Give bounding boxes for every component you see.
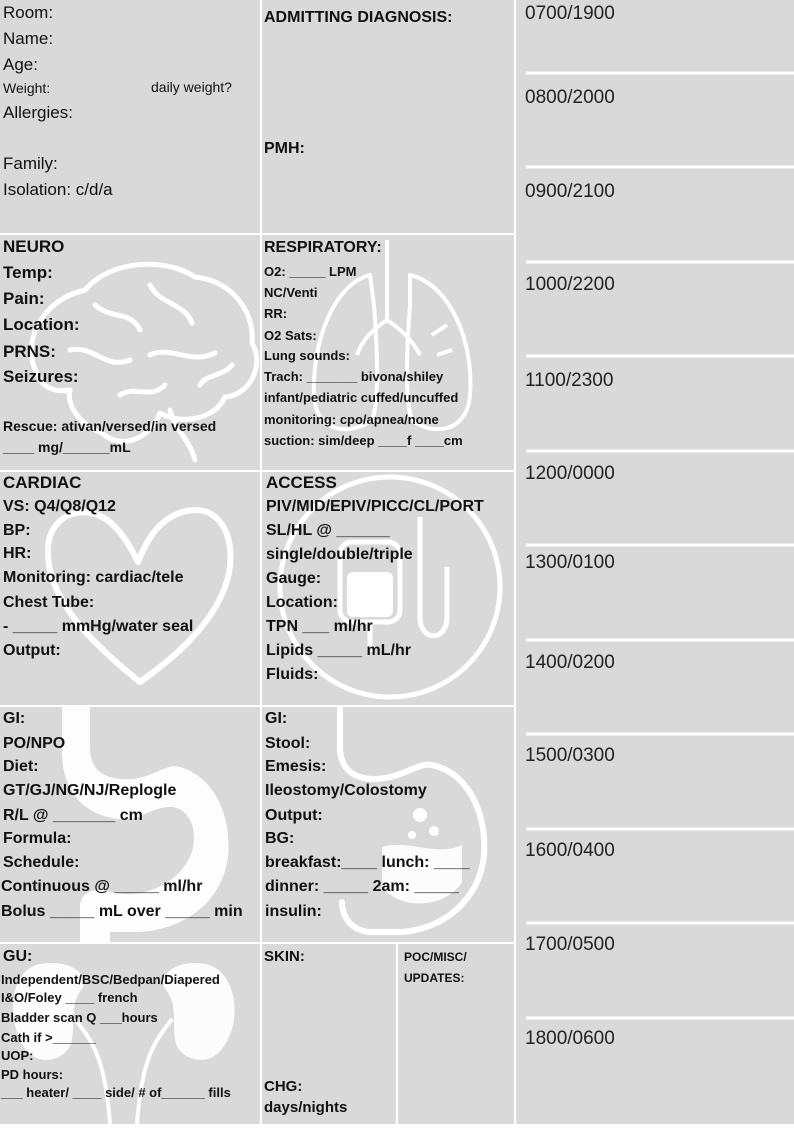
cardiac-vs-label: VS: Q4/Q8/Q12 [3, 498, 116, 515]
respiratory-title: RESPIRATORY: [264, 239, 382, 256]
gi-bolus-label: Bolus _____ mL over _____ min [1, 903, 243, 920]
gi-diet-label: Diet: [3, 758, 39, 775]
neuro-temp-label: Temp: [3, 263, 53, 282]
cardiac-title: CARDIAC [3, 473, 82, 492]
time-slot-label: 1000/2200 [525, 274, 615, 295]
gi-schedule-label: Schedule: [3, 854, 80, 871]
poc-section [398, 944, 514, 1124]
resp-suction-label: suction: sim/deep ____f ____cm [264, 433, 463, 448]
gi-feeding-section [0, 707, 260, 942]
cardiac-monitoring-label: Monitoring: cardiac/tele [3, 569, 184, 586]
neuro-seizures-label: Seizures: [3, 367, 79, 386]
gi-feeding-title: GI: [3, 710, 26, 727]
gi-rl-label: R/L @ _______ cm [3, 807, 143, 824]
cardiac-hr-label: HR: [3, 545, 32, 562]
time-slot-label: 1700/0500 [525, 934, 615, 955]
age-label: Age: [3, 55, 38, 74]
access-location-label: Location: [266, 594, 338, 611]
gi-breakfast-lunch-label: breakfast:____ lunch: ____ [265, 854, 470, 871]
gu-section [0, 944, 260, 1124]
neuro-location-label: Location: [3, 315, 80, 334]
pmh-label: PMH: [264, 140, 305, 157]
gi-ostomy-label: Ileostomy/Colostomy [265, 782, 427, 799]
gi-po-npo-label: PO/NPO [3, 735, 66, 752]
time-slot-label: 1600/0400 [525, 840, 615, 861]
poc-title-line1: POC/MISC/ [404, 950, 467, 964]
gu-foley-label: I&O/Foley ____ french [1, 990, 138, 1005]
gu-independent-label: Independent/BSC/Bedpan/Diapered [1, 972, 220, 987]
gi-insulin-label: insulin: [265, 903, 322, 920]
access-gauge-label: Gauge: [266, 570, 322, 587]
family-label: Family: [3, 154, 58, 173]
resp-sats-label: O2 Sats: [264, 328, 317, 343]
skin-title: SKIN: [264, 948, 305, 965]
patient-info-section [0, 0, 260, 233]
access-fluids-label: Fluids: [266, 666, 319, 683]
gu-uop-label: UOP: [1, 1048, 34, 1063]
allergies-label: Allergies: [3, 103, 73, 122]
time-slot-label: 1300/0100 [525, 552, 615, 573]
isolation-label: Isolation: c/d/a [3, 180, 113, 199]
gu-pd-fills-label: ___ heater/ ____ side/ # of______ fills [1, 1085, 231, 1100]
cardiac-seal-label: - _____ mmHg/water seal [3, 618, 194, 635]
cardiac-output-label: Output: [3, 642, 61, 659]
time-slot-label: 0700/1900 [525, 3, 615, 24]
access-title: ACCESS [266, 473, 337, 492]
resp-rr-label: RR: [264, 306, 288, 321]
admitting-section [262, 0, 514, 233]
name-label: Name: [3, 29, 54, 48]
time-slot-label: 1400/0200 [525, 652, 615, 673]
access-lipids-label: Lipids _____ mL/hr [266, 642, 411, 659]
resp-lung-sounds-label: Lung sounds: [264, 348, 350, 363]
gi-output-label: Output: [265, 807, 323, 824]
daily-weight-label: daily weight? [151, 79, 232, 95]
neuro-prns-label: PRNS: [3, 342, 56, 361]
time-slot-label: 0800/2000 [525, 87, 615, 108]
gi-tube-type-label: GT/GJ/NG/NJ/Replogle [3, 782, 177, 799]
gu-cath-label: Cath if >______ [1, 1030, 97, 1045]
access-section [262, 472, 514, 705]
gi-bg-label: BG: [265, 830, 295, 847]
gi-emesis-label: Emesis: [265, 758, 327, 775]
admitting-diagnosis-title: ADMITTING DIAGNOSIS: [264, 9, 453, 26]
resp-cuff-label: infant/pediatric cuffed/uncuffed [264, 390, 459, 405]
resp-nc-label: NC/Venti [264, 285, 318, 300]
neuro-title: NEURO [3, 237, 65, 256]
gu-bladder-scan-label: Bladder scan Q ___hours [1, 1010, 158, 1025]
neuro-pain-label: Pain: [3, 289, 45, 308]
neuro-dose-label: ____ mg/______mL [3, 439, 131, 455]
chg-label: CHG: [264, 1078, 303, 1095]
access-tpn-label: TPN ___ ml/hr [266, 618, 373, 635]
gu-title: GU: [3, 948, 33, 965]
gi-output-section [262, 707, 514, 942]
time-slot-label: 1800/0600 [525, 1028, 615, 1049]
neuro-rescue-label: Rescue: ativan/versed/in versed [3, 418, 217, 434]
access-type-label: PIV/MID/EPIV/PICC/CL/PORT [266, 498, 484, 515]
gu-pd-hours-label: PD hours: [1, 1067, 64, 1082]
neuro-section [0, 235, 260, 470]
access-sl-hl-label: SL/HL @ ______ [266, 522, 390, 539]
gi-stool-label: Stool: [265, 735, 311, 752]
weight-label: Weight: [3, 80, 51, 96]
time-slot-label: 1500/0300 [525, 745, 615, 766]
cardiac-section [0, 472, 260, 705]
chg-days-nights-label: days/nights [264, 1099, 348, 1116]
room-label: Room: [3, 3, 54, 22]
skin-section [262, 944, 396, 1124]
resp-trach-label: Trach: _______ bivona/shiley [264, 369, 444, 384]
poc-title-line2: UPDATES: [404, 971, 465, 985]
gi-formula-label: Formula: [3, 830, 72, 847]
cardiac-bp-label: BP: [3, 522, 31, 539]
resp-monitoring-label: monitoring: cpo/apnea/none [264, 412, 439, 427]
gi-continuous-label: Continuous @ _____ ml/hr [1, 878, 203, 895]
access-lumens-label: single/double/triple [266, 546, 413, 563]
gi-dinner-label: dinner: _____ 2am: _____ [265, 878, 459, 895]
gi-output-title: GI: [265, 710, 288, 727]
respiratory-section [262, 235, 514, 470]
resp-o2-label: O2: _____ LPM [264, 264, 357, 279]
time-slot-label: 1200/0000 [525, 463, 615, 484]
time-slot-label: 0900/2100 [525, 181, 615, 202]
cardiac-chest-tube-label: Chest Tube: [3, 594, 95, 611]
time-slot-label: 1100/2300 [525, 370, 614, 391]
